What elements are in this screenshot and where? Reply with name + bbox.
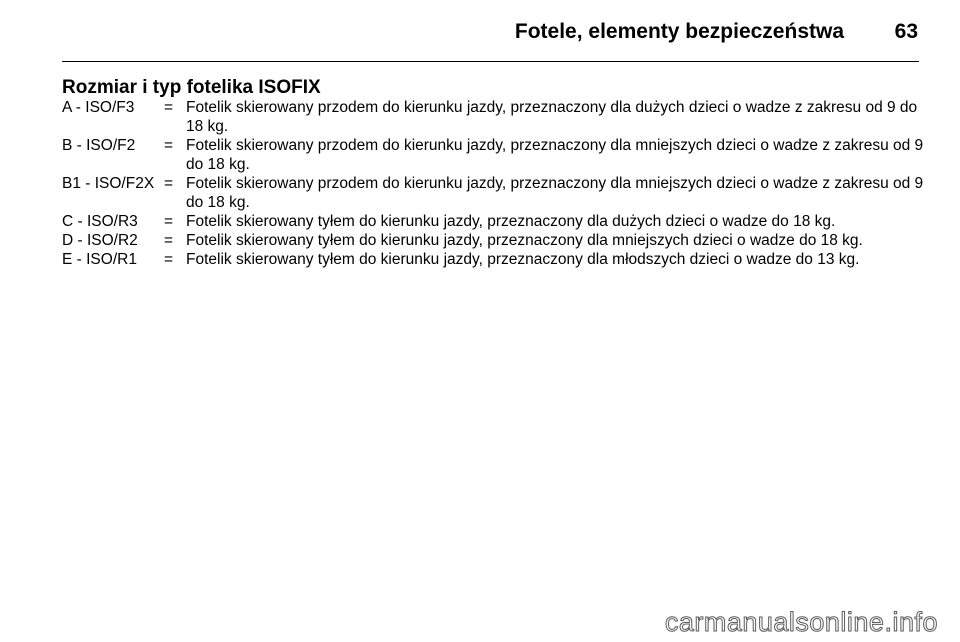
header-divider xyxy=(62,61,919,62)
definition-text: Fotelik skierowany tyłem do kierunku jazdy, przeznaczony dla mniejszych dzieci o wadze do 18 kg. xyxy=(186,232,863,249)
definition-code: B - ISO/F2 xyxy=(62,137,136,154)
definition-text: Fotelik skierowany przodem do kierunku jazdy, przeznaczony dla dużych dzieci o wadze z zakresu od 9 do 18 kg. xyxy=(186,99,918,135)
definition-row xyxy=(62,231,924,250)
page-number: 63 xyxy=(894,20,918,43)
definition-equals: = xyxy=(164,137,174,154)
definition-equals: = xyxy=(164,99,174,116)
definition-code: B1 - ISO/F2X xyxy=(62,175,155,192)
definition-row xyxy=(62,250,924,269)
definition-text: Fotelik skierowany tyłem do kierunku jazdy, przeznaczony dla dużych dzieci o wadze do 18 kg. xyxy=(186,213,836,230)
definition-code: C - ISO/R3 xyxy=(62,213,138,230)
definition-text: Fotelik skierowany tyłem do kierunku jazdy, przeznaczony dla młodszych dzieci o wadze do 13 kg. xyxy=(186,251,860,268)
definition-row xyxy=(62,174,924,212)
definition-text: Fotelik skierowany przodem do kierunku jazdy, przeznaczony dla mniejszych dzieci o wadze z zakresu od 9 do 18 kg. xyxy=(186,175,924,211)
definition-code: E - ISO/R1 xyxy=(62,251,137,268)
definition-row xyxy=(62,98,924,136)
page-header xyxy=(62,14,918,50)
definition-equals: = xyxy=(164,213,174,230)
section-title: Rozmiar i typ fotelika ISOFIX xyxy=(62,77,321,98)
definition-equals: = xyxy=(164,251,174,268)
definition-row xyxy=(62,212,924,231)
definition-equals: = xyxy=(164,232,174,249)
definition-row xyxy=(62,136,924,174)
definition-code: A - ISO/F3 xyxy=(62,99,135,116)
definition-code: D - ISO/R2 xyxy=(62,232,138,249)
header-title: Fotele, elementy bezpieczeństwa xyxy=(514,20,844,43)
definition-list xyxy=(62,98,924,269)
watermark-text: carmanualsonline.info xyxy=(664,607,938,637)
definition-equals: = xyxy=(164,175,174,192)
definition-text: Fotelik skierowany przodem do kierunku jazdy, przeznaczony dla mniejszych dzieci o wadze z zakresu od 9 do 18 kg. xyxy=(186,137,924,173)
